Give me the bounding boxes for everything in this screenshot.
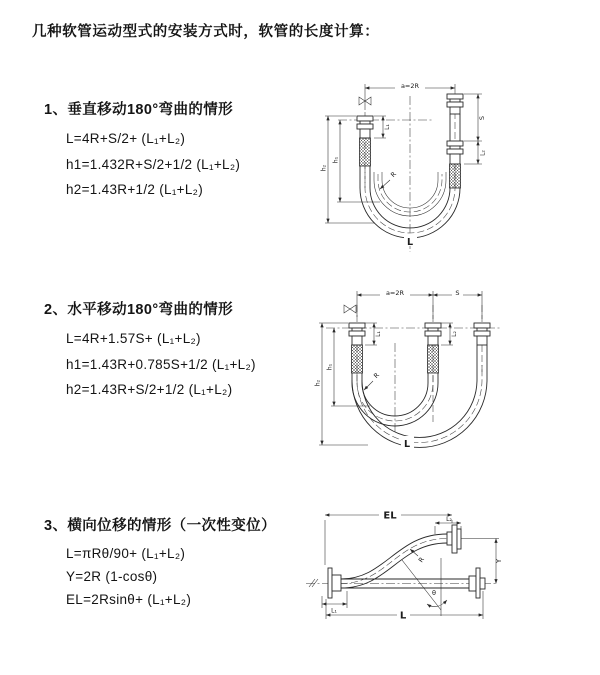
pipe-break-symbol — [309, 579, 318, 587]
dim-label-l1: L₁ — [331, 607, 337, 615]
angle-label: θ — [432, 589, 436, 597]
angle-construction — [402, 558, 447, 616]
dim-label-s: S — [455, 289, 460, 297]
section-heading: 2、水平移动180°弯曲的情形 — [44, 302, 234, 318]
dimension-right-s — [464, 94, 487, 164]
dim-label-h2: h₂ — [320, 164, 328, 172]
dimension-el — [325, 509, 452, 565]
section-horizontal-movement — [44, 298, 256, 403]
dim-label-l2: L₂ — [451, 331, 458, 337]
flange-top-right — [447, 525, 461, 553]
dim-label-l2: L₂ — [446, 516, 452, 523]
formula-line: h1=1.43R+0.785S+1/2 (L₁+L₂) — [66, 356, 256, 372]
formula-line: L=πRθ/90+ (L₁+L₂) — [66, 546, 186, 561]
formula-line: h1=1.432R+S/2+1/2 (L₁+L₂) — [66, 156, 241, 172]
hose-end-fitting-left — [357, 116, 373, 166]
length-callout — [401, 436, 414, 450]
diagram-horizontal-180-bend — [312, 283, 600, 459]
dim-label-a2r: a=2R — [385, 289, 405, 297]
length-label: L — [399, 610, 407, 622]
hose-end-fitting-left — [349, 323, 365, 373]
formula-line: L=4R+1.57S+ (L₁+L₂) — [66, 331, 201, 346]
radius-label: R — [389, 170, 399, 180]
radius-label: R — [372, 371, 382, 381]
dim-label-h1: h₁ — [332, 156, 340, 164]
dimension-y — [461, 539, 503, 584]
dimension-top-a2r-s — [357, 288, 482, 319]
formula-line: h2=1.43R+S/2+1/2 (L₁+L₂) — [66, 382, 233, 397]
diagram-vertical-180-bend — [318, 76, 590, 260]
section-heading: 1、垂直移动180°弯曲的情形 — [44, 102, 234, 118]
dimension-bottom-l — [326, 591, 483, 622]
hose-end-fitting-right — [447, 94, 463, 188]
hose-end-fitting-middle — [425, 323, 441, 373]
formula-line: L=4R+S/2+ (L₁+L₂) — [66, 131, 186, 146]
dim-label-h1: h₁ — [326, 363, 334, 371]
length-label: L — [406, 237, 414, 248]
section-heading: 3、横向位移的情形（一次性变位） — [44, 518, 276, 534]
page-title: 几种软管运动型式的安装方式时，软管的长度计算： — [32, 24, 380, 40]
dimension-left-l1 — [374, 116, 391, 138]
formula-line: EL=2Rsinθ+ (L₁+L₂) — [66, 592, 192, 607]
radius-callout — [364, 371, 381, 390]
dim-label-s: S — [478, 115, 486, 121]
flange-left — [328, 568, 341, 598]
formula-line: Y=2R (1-cosθ) — [66, 569, 158, 584]
dim-label-l1: L₁ — [384, 124, 391, 130]
length-label: L — [403, 439, 411, 450]
section-vertical-movement — [44, 98, 240, 203]
dimension-fitting-l2 — [441, 323, 458, 345]
dim-label-h2: h₂ — [314, 379, 322, 387]
formula-line: h2=1.43R+1/2 (L₁+L₂) — [66, 182, 204, 197]
radius-label: R — [416, 555, 426, 565]
dim-label-a2r: a=2R — [400, 82, 420, 90]
dimension-top-a2r — [365, 81, 455, 110]
dim-label-y: Y — [495, 558, 503, 564]
section-lateral-displacement — [44, 514, 276, 611]
dimension-left-h1-h2 — [321, 116, 381, 223]
diagram-lateral-displacement — [301, 498, 600, 654]
straight-pipe-original — [341, 568, 485, 598]
length-callout — [404, 234, 417, 248]
radius-callout — [410, 549, 426, 564]
dimension-fitting-l1 — [365, 323, 382, 345]
hose-s-curve-displaced — [341, 534, 447, 588]
dim-label-l2: L₂ — [479, 150, 487, 156]
valve-icon — [344, 305, 356, 313]
dim-label-el: EL — [383, 510, 397, 522]
dim-label-l1: L₁ — [375, 331, 382, 337]
